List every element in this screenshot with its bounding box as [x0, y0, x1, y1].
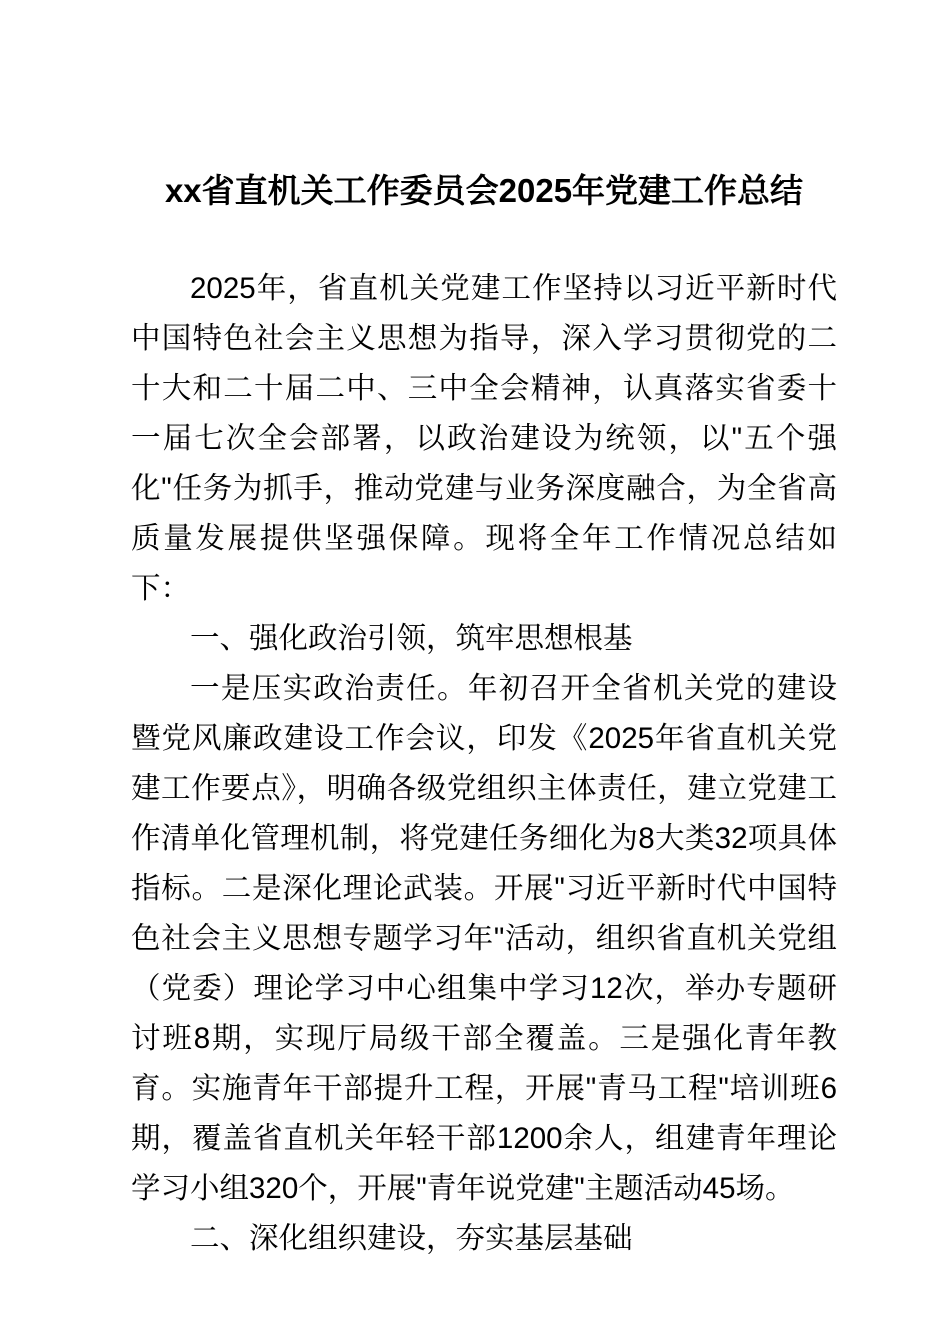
section-heading-1: 一、强化政治引领，筑牢思想根基	[190, 622, 633, 656]
section-heading-2: 二、深化组织建设，夯实基层基础	[190, 1222, 633, 1256]
page-title: xx省直机关工作委员会2025年党建工作总结	[164, 172, 804, 209]
paragraph-intro: 2025年，省直机关党建工作坚持以习近平新时代中国特色社会主义思想为指导，深入学习贯彻党的二十大和二十届二中、三中全会精神，认真落实省委十一届七次全会部署，以政治建设为统领，以"五个强化"任务为抓手，推动党建与业务深度融合，为全省高质量发展提供坚强保障。现将全年工作情况总结如下：	[131, 272, 837, 606]
document-body	[131, 264, 837, 1264]
document-text-column	[131, 0, 837, 1264]
paragraph-section-1-body: 一是压实政治责任。年初召开全省机关党的建设暨党风廉政建设工作会议，印发《2025年省直机关党建工作要点》，明确各级党组织主体责任，建立党建工作清单化管理机制，将党建任务细化为8大类32项具体指标。二是深化理论武装。开展"习近平新时代中国特色社会主义思想专题学习年"活动，组织省直机关党组（党委）理论学习中心组集中学习12次，举办专题研讨班8期，实现厅局级干部全覆盖。三是强化青年教育。实施青年干部提升工程，开展"青马工程"培训班6期，覆盖省直机关年轻干部1200余人，组建青年理论学习小组320个，开展"青年说党建"主题活动45场。	[131, 672, 837, 1206]
